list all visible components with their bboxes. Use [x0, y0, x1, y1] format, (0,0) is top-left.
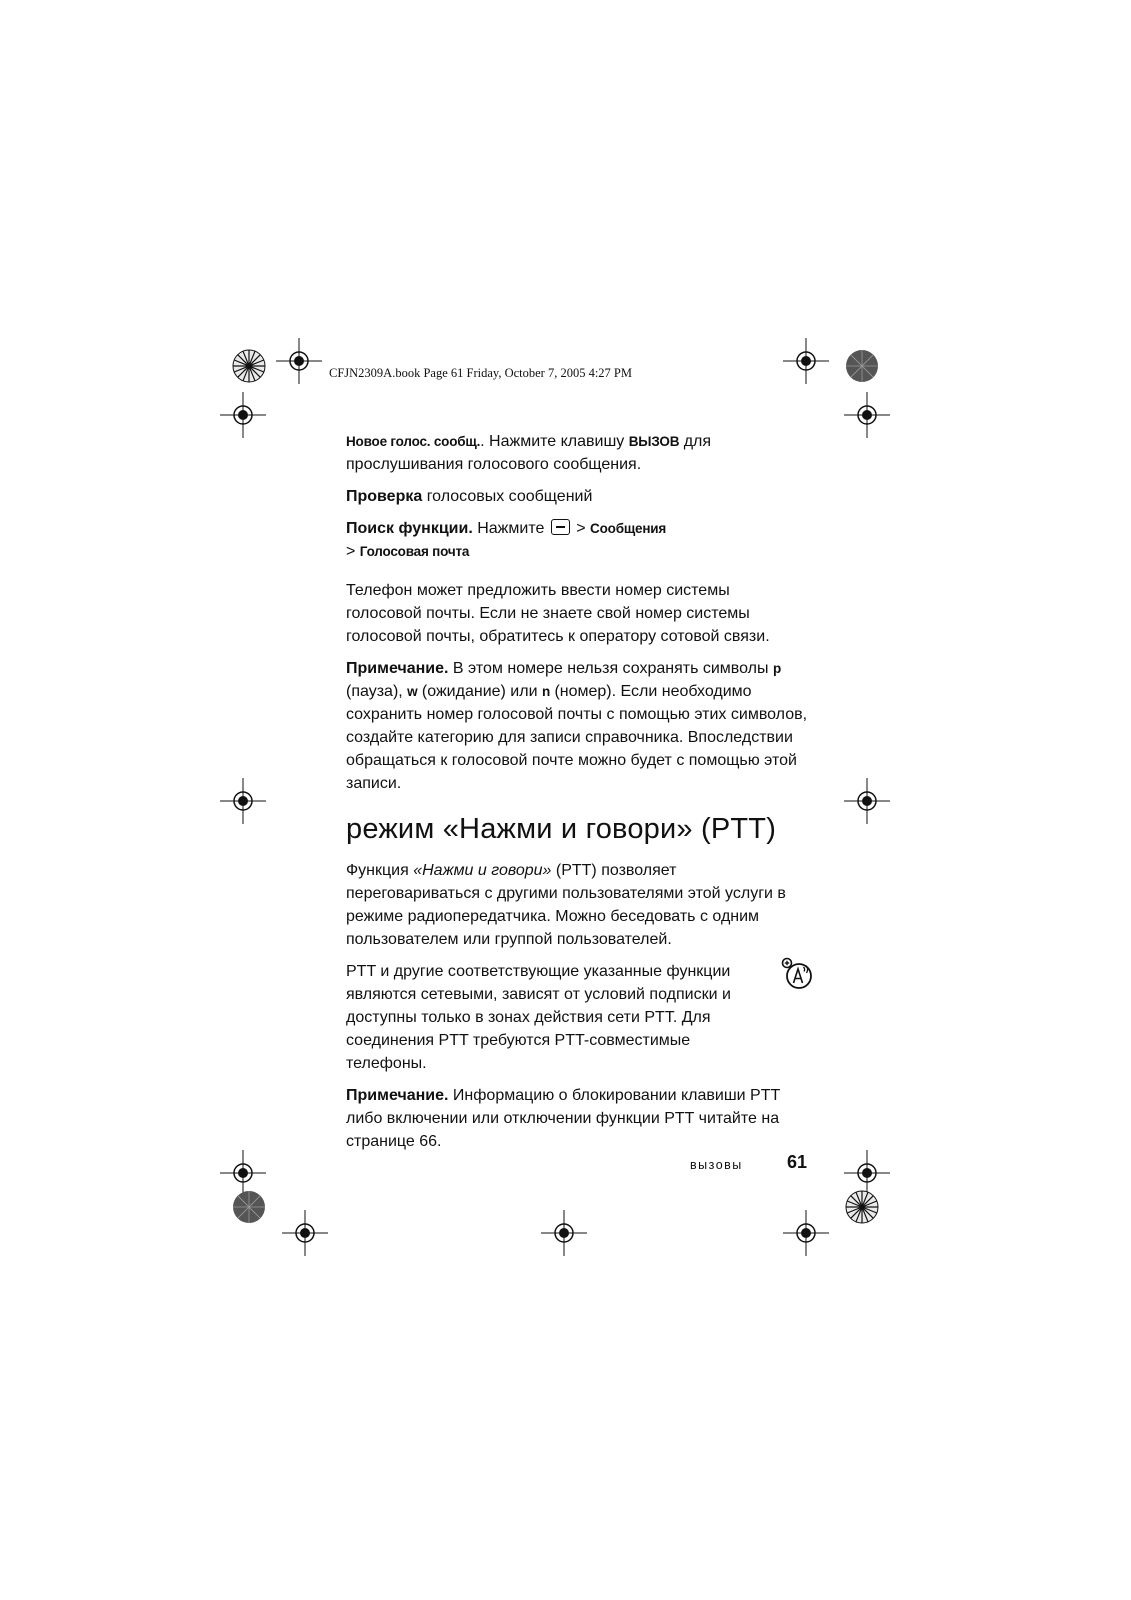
starburst-icon [845, 349, 879, 383]
crosshair-icon [844, 392, 890, 438]
starburst-icon [232, 1190, 266, 1224]
starburst-icon [232, 349, 266, 383]
page-number: 61 [786, 1152, 807, 1172]
ptt-intro-paragraph [346, 859, 808, 951]
check-voicemail-text: голосовых сообщений [422, 488, 593, 505]
note-text: (ожидание) или [417, 683, 542, 700]
section-heading: режим «Нажми и говори» (PTT) [346, 813, 777, 845]
note-label: Примечание. [346, 1087, 449, 1104]
crosshair-icon [220, 392, 266, 438]
note-text: (номер). Если необходимо сохранить номер голосовой почты с помощью этих символов, создайте категорию для записи справочника. Впоследствии обращаться к голосовой почте можно будет с помощью этой записи. [346, 683, 808, 792]
crosshair-icon [282, 1210, 328, 1256]
crosshair-icon [783, 1210, 829, 1256]
page-content [346, 430, 808, 1162]
crosshair-icon [220, 778, 266, 824]
crosshair-icon [844, 778, 890, 824]
feature-search-text: Нажмите [472, 520, 549, 537]
path-separator: > [346, 543, 360, 560]
check-voicemail-paragraph [346, 485, 808, 508]
crosshair-icon [541, 1210, 587, 1256]
note-text: В этом номере нельзя сохранять символы [448, 660, 773, 677]
ptt-network-block [346, 960, 808, 1075]
number-symbol: n [541, 684, 550, 699]
ptt-intro-text: Функция [346, 862, 414, 879]
path-separator: > [571, 520, 591, 537]
crosshair-icon [276, 338, 322, 384]
starburst-icon [845, 1190, 879, 1224]
check-voicemail-title: Проверка [346, 488, 423, 505]
new-voicemail-text-2: для прослушивания голосового сообщения. [346, 433, 712, 473]
call-key-label: ВЫЗОВ [628, 434, 680, 449]
wait-symbol: w [407, 684, 418, 699]
voicemail-menu-item: Голосовая почта [359, 544, 470, 559]
pause-symbol: p [772, 661, 781, 676]
ptt-intro-text: (PTT) позволяет переговариваться с другими пользователями этой услуги в режиме радиопередатчика. Можно беседовать с одним пользователем или группой пользователей. [346, 862, 786, 948]
page-footer [680, 1152, 810, 1176]
feature-search-paragraph [346, 517, 808, 563]
ptt-network-paragraph: PTT и другие соответствующие указанные функции являются сетевыми, зависят от условий подписки и доступны только в зонах действия сети PTT. Для соединения PTT требуются PTT-совместимые телефоны. [346, 963, 731, 1072]
new-voicemail-command: Новое голос. сообщ. [346, 434, 481, 449]
note-label: Примечание. [346, 660, 449, 677]
voicemail-note-paragraph [346, 657, 808, 795]
new-voicemail-paragraph [346, 430, 808, 476]
voicemail-number-paragraph: Телефон может предложить ввести номер системы голосовой почты. Если не знаете свой номер системы голосовой почты, обратитесь к оператору сотовой связи. [346, 582, 770, 645]
ptt-note-text: Информацию о блокировании клавиши PTT либо включении или отключении функции PTT читайте на странице 66. [346, 1087, 780, 1150]
network-feature-icon [780, 957, 814, 991]
feature-search-title: Поиск функции. [346, 520, 473, 537]
ptt-note-paragraph [346, 1084, 808, 1153]
note-text: (пауза), [346, 683, 408, 700]
messages-menu-item: Сообщения [590, 521, 667, 536]
crosshair-icon [783, 338, 829, 384]
book-header: CFJN2309A.book Page 61 Friday, October 7, 2005 4:27 PM [329, 366, 633, 380]
menu-key-icon [551, 519, 570, 535]
new-voicemail-text-1: . Нажмите клавишу [480, 433, 629, 450]
footer-section-title: вызовы [690, 1158, 743, 1172]
ptt-feature-name: «Нажми и говори» [413, 862, 552, 879]
